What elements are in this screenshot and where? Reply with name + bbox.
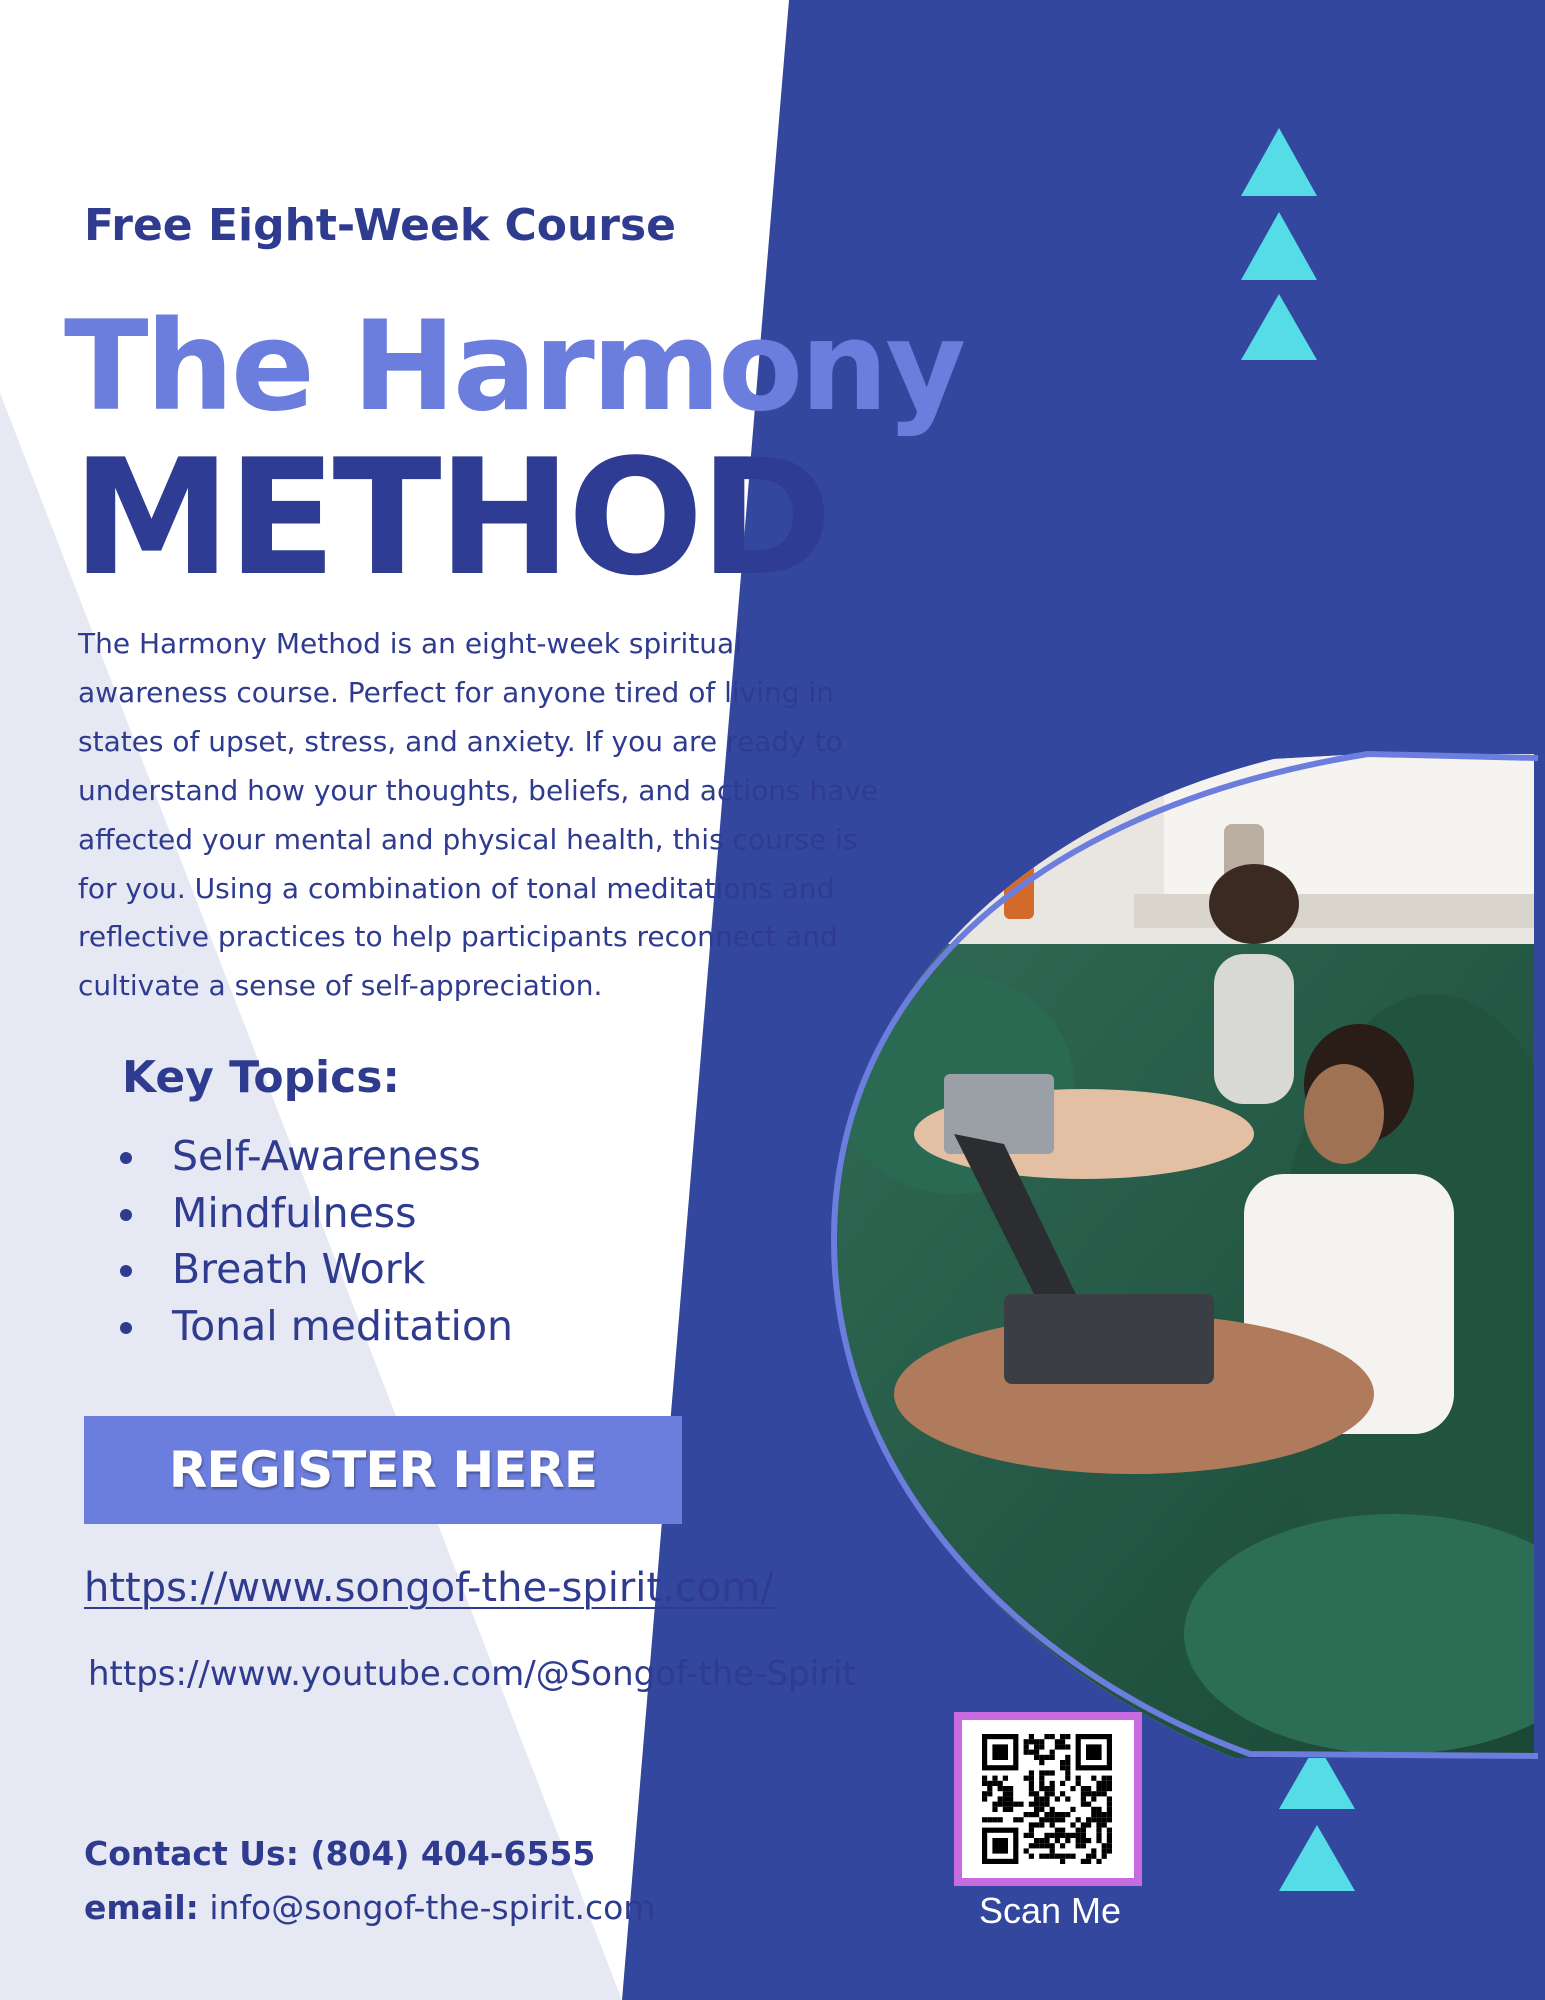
course-description <box>78 620 958 1011</box>
list-item <box>118 1128 513 1185</box>
description-line: for you. Using a combination of tonal meditations and <box>78 871 835 905</box>
description-line: reflective practices to help participants reconnect and <box>78 920 838 954</box>
description-line: The Harmony Method is an eight-week spiritual <box>78 627 742 660</box>
topic-label: Mindfulness <box>172 1188 417 1237</box>
qr-code-icon <box>962 1720 1134 1878</box>
description-line: understand how your thoughts, beliefs, and actions have <box>78 773 879 807</box>
key-topics-heading: Key Topics: <box>122 1052 401 1103</box>
list-item <box>118 1185 513 1242</box>
list-item <box>118 1241 513 1298</box>
course-subtitle: Free Eight-Week Course <box>84 200 677 251</box>
topic-label: Tonal meditation <box>172 1301 514 1350</box>
register-button-label: REGISTER HERE <box>168 1441 598 1499</box>
email-line <box>84 1888 655 1927</box>
bullet-icon <box>120 1322 132 1334</box>
email-address[interactable]: info@songof-the-spirit.com <box>209 1888 656 1927</box>
qr-caption: Scan Me <box>978 1890 1122 1931</box>
bullet-icon <box>120 1152 132 1164</box>
contact-label: Contact Us: <box>84 1834 299 1873</box>
youtube-link[interactable]: https://www.youtube.com/@Songof-the-Spirit <box>88 1654 856 1694</box>
contact-phone: (804) 404-6555 <box>310 1834 596 1873</box>
list-item <box>118 1298 513 1355</box>
qr-code-inner <box>962 1720 1134 1878</box>
topic-label: Breath Work <box>172 1245 426 1293</box>
email-label: email: <box>84 1888 199 1927</box>
key-topics-list <box>118 1128 513 1354</box>
bullet-icon <box>120 1209 132 1221</box>
description-line: cultivate a sense of self-appreciation. <box>78 969 603 1003</box>
website-link[interactable]: https://www.songof-the-spirit.com/ <box>84 1565 774 1611</box>
contact-line <box>84 1834 595 1873</box>
title-method: METHOD <box>72 424 829 611</box>
description-line: affected your mental and physical health, this course is <box>78 822 858 856</box>
description-line: states of upset, stress, and anxiety. If you are ready to <box>78 724 843 758</box>
topic-label: Self-Awareness <box>172 1132 481 1180</box>
title-the-harmony: The Harmony <box>64 295 964 439</box>
description-line: awareness course. Perfect for anyone tired of living in <box>78 675 834 709</box>
register-button[interactable] <box>84 1416 682 1524</box>
qr-code[interactable] <box>954 1712 1142 1886</box>
bullet-icon <box>120 1265 132 1277</box>
